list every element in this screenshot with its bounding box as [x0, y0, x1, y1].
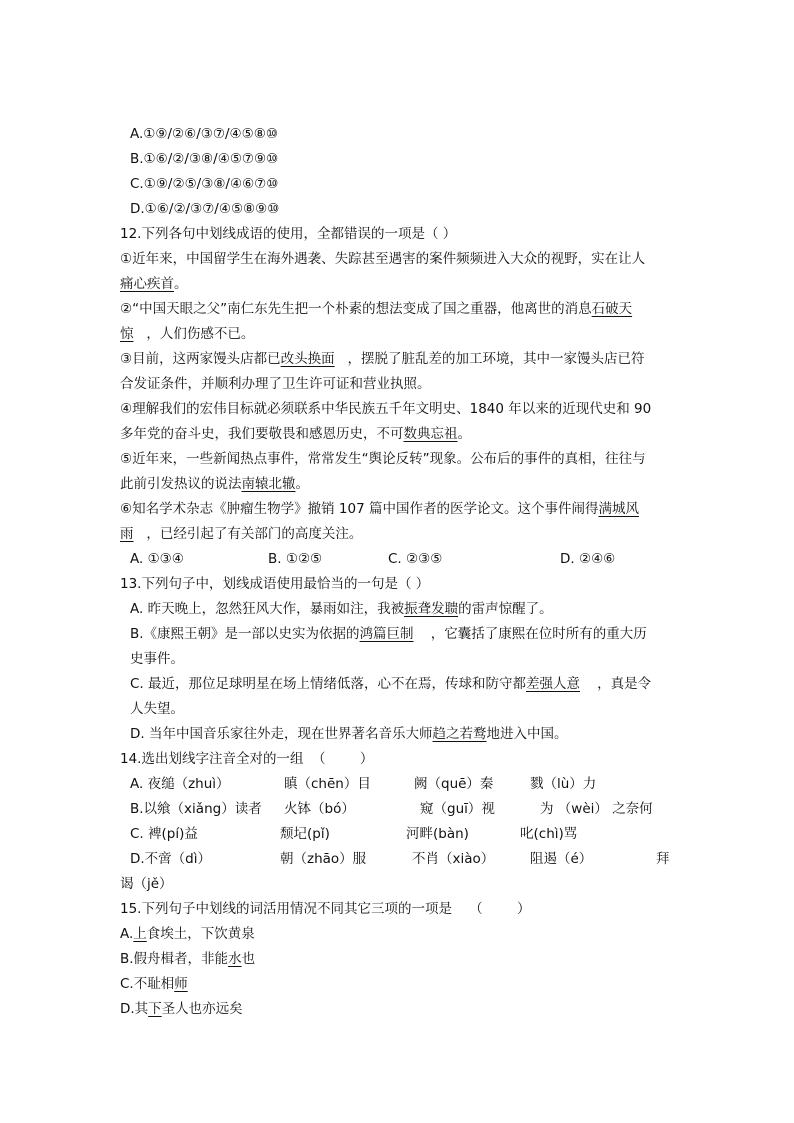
q14-b-4: 为 （wèi） 之奈何 [540, 801, 653, 817]
q12-s3-idiom: 改头换面 [280, 351, 335, 367]
q15-d-text: 圣人也亦远矣 [161, 1001, 243, 1017]
q13-c-end: ，真是令 [580, 676, 652, 692]
q15-d-word: 下 [148, 1001, 162, 1017]
q14-b-3: 窥（guī）视 [420, 801, 495, 817]
q12-options [120, 547, 680, 572]
q12-sentence-2-cont [120, 322, 680, 347]
q12-s4-idiom: 数典忘祖 [403, 426, 458, 442]
q12-s3-text2: ，摆脱了脏乱差的加工环境，其中一家馒头店已符 [334, 351, 645, 367]
q14-a-2: 瞋（chēn）目 [284, 776, 371, 792]
q14-b-2: 火钵（bó） [284, 801, 355, 817]
q15-option-d [120, 997, 680, 1022]
q13-b-text: B.《康熙王朝》是一部以史实为依据的 [130, 626, 360, 642]
q15-b-word: 水 [228, 951, 242, 967]
q13-stem: 13.下列句子中，划线成语使用最恰当的一句是（ ） [120, 576, 430, 592]
q12-s1-end: 。 [174, 276, 188, 292]
q14-a-4: 戮（lù）力 [530, 776, 597, 792]
q15-a-label: A. [120, 926, 134, 942]
q15-b-end: 也 [241, 951, 256, 967]
q12-sentence-5: ⑤近年来，一些新闻热点事件，常常发生“舆论反转”现象。公布后的事件的真相，往往与 [120, 451, 646, 467]
q14-c-3: 河畔(bàn) [406, 826, 469, 842]
q15-c-word: 师 [174, 976, 188, 992]
q14-a-3: 阙（quē）秦 [414, 776, 494, 792]
q12-s1-idiom: 痛心疾首 [120, 276, 174, 292]
q14-row-d [120, 847, 680, 872]
q14-d-2: 朝（zhāo）服 [280, 851, 367, 867]
q12-s2-text: ②“中国天眼之父”南仁东先生把一个朴素的想法变成了国之重器，他离世的消息 [120, 301, 592, 317]
q12-sentence-1 [120, 247, 680, 272]
q14-row-a [120, 772, 680, 797]
q12-option-c: C. ②③⑤ [388, 551, 443, 567]
q12-option-a: A. ①③④ [130, 551, 184, 567]
q15-stem: 15.下列句子中划线的词活用情况不同其它三项的一项是 （ ） [120, 901, 531, 917]
q12-s4-text: 多年党的奋斗史，我们要敬畏和感恩历史，不可 [120, 426, 404, 442]
q12-s2-idiom-part1: 石破天 [591, 301, 633, 317]
q15-a-text: 食埃土，下饮黄泉 [146, 926, 255, 942]
q15-d-label: D.其 [120, 1001, 149, 1017]
q12-s6-idiom-part1: 满城风 [598, 501, 639, 517]
q11-option-c: C.①⑨/②⑤/③⑧/④⑥⑦⑩ [130, 176, 279, 192]
q13-d-end: 地进入中国。 [486, 726, 568, 742]
q12-sentence-4-cont [120, 422, 680, 447]
q13-a-end: 的雷声惊醒了。 [458, 601, 553, 617]
q13-b-end: ，它囊括了康熙在位时所有的重大历 [413, 626, 647, 642]
q14-c-1: C. 裨(pí)益 [130, 826, 198, 842]
q15-option-a [120, 922, 680, 947]
q14-d-4: 阻遏（é） [530, 851, 593, 867]
q15-c-text: C.不耻相 [120, 976, 175, 992]
q14-c-4: 叱(chì)骂 [520, 826, 578, 842]
q12-stem: 12.下列各句中划线成语的使用，全都错误的一项是（ ） [120, 226, 457, 242]
q13-option-c [120, 672, 680, 697]
q13-a-text: A. 昨天晚上，忽然狂风大作，暴雨如注，我被 [130, 601, 405, 617]
q13-option-a [120, 597, 680, 622]
q12-sentence-3-cont: 合发证条件，并顺利办理了卫生许可证和营业执照。 [120, 376, 431, 392]
q13-d-idiom: 趋之若鹜 [432, 726, 487, 742]
q14-d-1: D.不啻（dì） [130, 851, 212, 867]
q13-a-idiom: 振聋发聩 [404, 601, 459, 617]
q15-b-text: B.假舟楫者，非能 [120, 951, 229, 967]
q12-option-d: D. ②④⑥ [560, 551, 616, 567]
q12-s5-end: 。 [295, 476, 309, 492]
q12-s6-end: ，已经引起了有关部门的高度关注。 [133, 526, 363, 542]
q13-option-c-cont: 人失望。 [130, 701, 184, 717]
q12-option-b: B. ①②⑤ [268, 551, 323, 567]
q12-s5-idiom: 南辕北辙 [241, 476, 296, 492]
q14-row-b [120, 797, 680, 822]
q12-s2-idiom-part2: 惊 [120, 326, 134, 342]
q12-s5-text: 此前引发热议的说法 [120, 476, 242, 492]
q12-s2-end: ，人们伤感不已。 [133, 326, 255, 342]
q12-s6-idiom-part2: 雨 [120, 526, 134, 542]
q12-s4-end: 。 [457, 426, 471, 442]
q12-sentence-6 [120, 497, 680, 522]
q14-c-2: 颓圮(pǐ) [280, 826, 330, 842]
q13-b-idiom: 鸿篇巨制 [359, 626, 414, 642]
page-content [120, 122, 680, 1022]
q14-a-1: A. 夜缒（zhuì） [130, 776, 230, 792]
q13-option-b-cont: 史事件。 [130, 651, 184, 667]
q12-s1-text: ①近年来，中国留学生在海外遇袭、失踪甚至遇害的案件频频进入大众的视野，实在让人 [120, 251, 646, 267]
q11-option-d: D.①⑥/②/③⑦/④⑤⑧⑨⑩ [130, 201, 280, 217]
q12-sentence-3 [120, 347, 680, 372]
q13-option-d [120, 722, 680, 747]
q15-option-b [120, 947, 680, 972]
q11-option-a: A.①⑨/②⑥/③⑦/④⑤⑧⑩ [130, 126, 278, 142]
q13-c-idiom: 差强人意 [526, 676, 581, 692]
q15-a-word: 上 [133, 926, 147, 942]
q12-sentence-1-cont [120, 272, 680, 297]
q12-s6-text: ⑥知名学术杂志《肿瘤生物学》撤销 107 篇中国作者的医学论文。这个事件闹得 [120, 501, 599, 517]
q13-c-text: C. 最近，那位足球明星在场上情绪低落，心不在焉，传球和防守都 [130, 676, 527, 692]
q14-row-d-cont: 谒（jě） [120, 876, 173, 892]
q12-sentence-6-cont [120, 522, 680, 547]
q14-d-5: 拜 [656, 851, 670, 867]
q12-s3-text: ③目前，这两家馒头店都已 [120, 351, 281, 367]
q14-b-1: B.以飨（xiǎng）读者 [130, 801, 262, 817]
q11-option-b: B.①⑥/②/③⑧/④⑤⑦⑨⑩ [130, 151, 279, 167]
q12-sentence-2 [120, 297, 680, 322]
q14-stem: 14.选出划线字注音全对的一组 （ ） [120, 751, 374, 767]
q15-option-c [120, 972, 680, 997]
q14-row-c [120, 822, 680, 847]
q12-sentence-5-cont [120, 472, 680, 497]
q14-d-3: 不肖（xiào） [412, 851, 495, 867]
q13-d-text: D. 当年中国音乐家往外走，现在世界著名音乐大师 [130, 726, 433, 742]
q12-sentence-4: ④理解我们的宏伟目标就必须联系中华民族五千年文明史、1840 年以来的近现代史和 90 [120, 401, 652, 417]
q13-option-b [120, 622, 680, 647]
